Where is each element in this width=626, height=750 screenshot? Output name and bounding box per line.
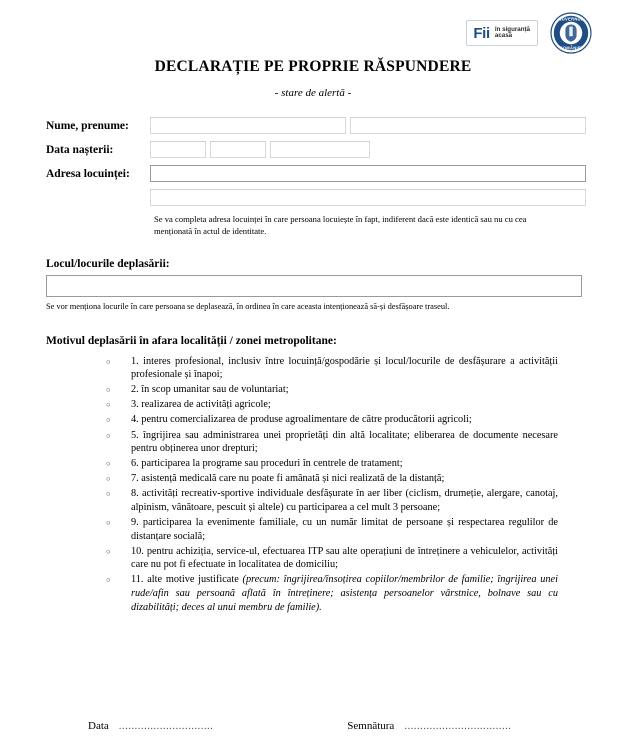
campaign-badge [466, 20, 538, 46]
list-item[interactable]: ○ 4. pentru comercializarea de produse agroalimentare de către producătorii agricoli; [106, 413, 558, 427]
name-row [40, 117, 586, 134]
birthdate-fields [150, 141, 586, 158]
page-subtitle: - stare de alertă - [274, 87, 352, 99]
address-row-secondary [150, 189, 586, 206]
list-item[interactable]: ○ 3. realizarea de activități agricole; [106, 398, 558, 412]
reasons-list [40, 355, 586, 614]
campaign-badge-line-1: în siguranță [494, 25, 530, 33]
address-row [40, 165, 586, 182]
birth-month-input[interactable] [210, 141, 266, 158]
travel-note: Se vor menționa locurile în care persoana se deplasează, în ordinea în care aceasta intenționează să-și desfășoare traseul. [46, 301, 450, 311]
header-logos [466, 12, 592, 54]
signature-group [347, 720, 511, 732]
birth-day-input[interactable] [150, 141, 206, 158]
campaign-badge-text [495, 27, 530, 40]
campaign-badge-line-2: acasă [494, 32, 513, 39]
reason-11-prefix: 11. alte motive justificate [131, 574, 243, 586]
travel-heading: Locul/locurile deplasării: [46, 257, 170, 270]
seal-bottom-text: ROMÂNIEI [559, 45, 583, 51]
birthdate-row [40, 141, 586, 158]
name-input-second[interactable] [350, 117, 586, 134]
seal-top-text: GUVERNUL [558, 16, 584, 22]
list-item[interactable]: ○ 1. interes profesional, inclusiv între locuință/gospodărie și locul/locurile de desfășurare a activității profesionale și înapoi; [106, 355, 558, 382]
address-input-line-2[interactable] [150, 189, 586, 206]
address-field-wrap-2 [150, 189, 586, 206]
signature-label: Semnătura [347, 720, 395, 732]
reasons-heading: Motivul deplasării în afara localității / zonei metropolitane: [46, 334, 337, 347]
address-note: Se va completa adresa locuinței în care persoana locuiește în fapt, indiferent dacă este identică sau nu cu cea menționată în actul de identitate. [154, 214, 527, 237]
date-group [88, 720, 213, 732]
government-seal-icon [550, 12, 592, 54]
list-item[interactable]: ○ 7. asistență medicală care nu poate fi amânată și nici realizată de la distanță; [106, 472, 558, 486]
list-item[interactable] [106, 573, 558, 614]
list-item[interactable]: ○ 8. activități recreativ-sportive individuale desfășurate în aer liber (ciclism, drumeție, alergare, canotaj, alpinism, vânătoare, pescuit și altele) cu participarea a cel mult 3 persoane; [106, 487, 558, 514]
list-item[interactable]: ○ 5. îngrijirea sau administrarea unei proprietăți din altă localitate; eliberarea de documente necesare pentru obținerea unor drepturi; [106, 429, 558, 456]
page-title: DECLARAȚIE PE PROPRIE RĂSPUNDERE [154, 58, 472, 75]
name-label: Nume, prenume: [46, 119, 129, 132]
campaign-badge-word: Fii [473, 24, 490, 42]
travel-locations-input[interactable] [46, 275, 582, 297]
date-line[interactable]: .............................. [118, 720, 214, 732]
reason-11-italic: (precum: îngrijirea/însoțirea copiilor/membrilor de familie; îngrijirea unei rude/afin sau persoană aflată în întreținere; asistența persoanelor vârstnice, bolnave sau cu dizabilități; deces al unui membru de familie). [131, 574, 558, 613]
list-item[interactable]: ○ 9. participarea la evenimente familiale, cu un număr limitat de persoane și respectarea regulilor de distanțare socială; [106, 516, 558, 543]
date-label: Data [88, 720, 109, 732]
list-item[interactable]: ○ 6. participarea la programe sau proceduri în centrele de tratament; [106, 457, 558, 471]
address-input-line-1[interactable] [150, 165, 586, 182]
list-item[interactable]: ○ 2. în scop umanitar sau de voluntariat; [106, 383, 558, 397]
address-label: Adresa locuinței: [46, 167, 130, 180]
address-field-wrap [150, 165, 586, 182]
name-fields [150, 117, 586, 134]
signature-line[interactable]: .................................. [404, 720, 512, 732]
birth-year-input[interactable] [270, 141, 370, 158]
birthdate-label: Data nașterii: [46, 143, 114, 156]
identity-form [40, 117, 586, 238]
list-item[interactable]: ○ 10. pentru achiziția, service-ul, efectuarea ITP sau alte operațiuni de întreținere a vehiculelor, activități care nu pot fi efectuate in localitatea de domiciliu; [106, 545, 558, 572]
name-input-first[interactable] [150, 117, 346, 134]
signature-footer [0, 720, 626, 732]
